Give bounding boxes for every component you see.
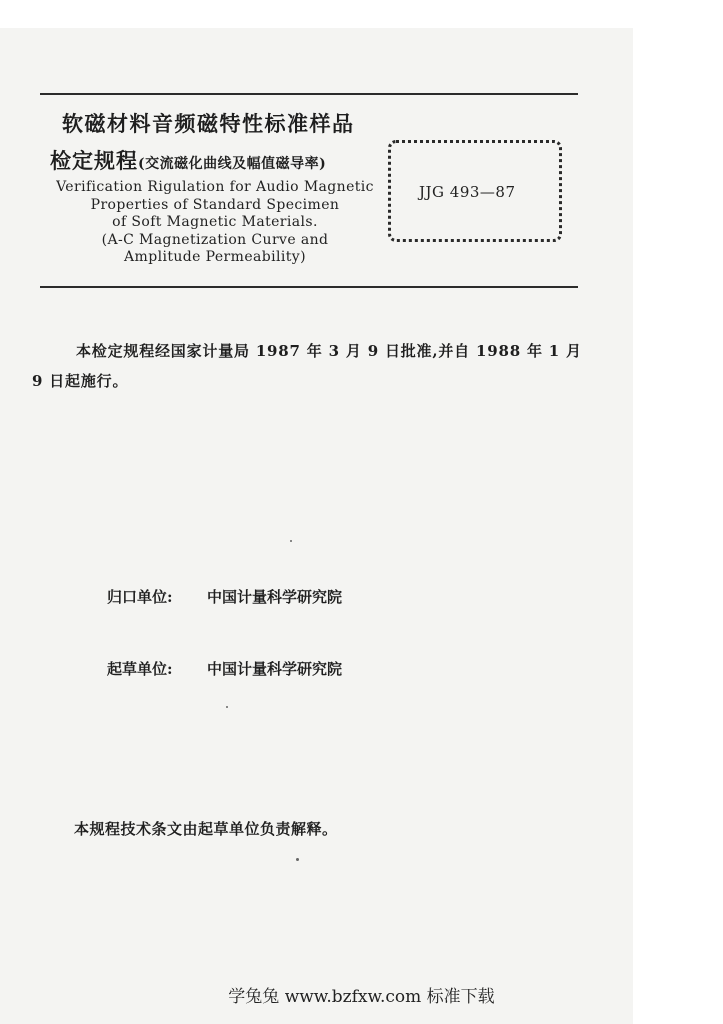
title-cn-subtitle: (交流磁化曲线及幅值磁导率): [138, 156, 327, 172]
header-top-rule: [40, 93, 578, 95]
title-en-line: (A-C Magnetization Curve and: [101, 231, 329, 248]
drafting-unit: [107, 658, 342, 679]
footer-watermark: 学兔兔 www.bzfxw.com 标准下载: [228, 987, 495, 1007]
title-en-line: Verification Rigulation for Audio Magnetic: [56, 179, 374, 195]
title-en: [40, 179, 390, 267]
responsible-unit-label: 归口单位:: [107, 588, 173, 606]
standard-code: JJG 493—87: [419, 183, 516, 201]
title-en-line: Properties of Standard Specimen: [90, 196, 340, 213]
responsible-unit: [107, 586, 342, 607]
approval-paragraph: 本检定规程经国家计量局 1987 年 3 月 9 日批准,并自 1988 年 1 月 9 日起施行。: [32, 342, 582, 390]
responsible-unit-value: 中国计量科学研究院: [207, 588, 343, 606]
header-bottom-rule: [40, 286, 578, 288]
drafting-unit-value: 中国计量科学研究院: [207, 660, 343, 678]
drafting-unit-label: 起草单位:: [107, 660, 173, 678]
title-en-line: of Soft Magnetic Materials.: [112, 214, 318, 230]
title-cn-line2: [50, 145, 326, 175]
title-en-line: Amplitude Permeability): [124, 249, 306, 265]
standard-code-box: [388, 140, 562, 242]
scan-speck: [296, 858, 299, 861]
title-cn-main: 检定规程: [50, 148, 138, 173]
scan-speck: [226, 706, 228, 708]
interpretation-note: 本规程技术条文由起草单位负责解释。: [74, 820, 338, 838]
title-cn-line1: 软磁材料音频磁特性标准样品: [62, 111, 355, 136]
scan-speck: [290, 540, 292, 542]
